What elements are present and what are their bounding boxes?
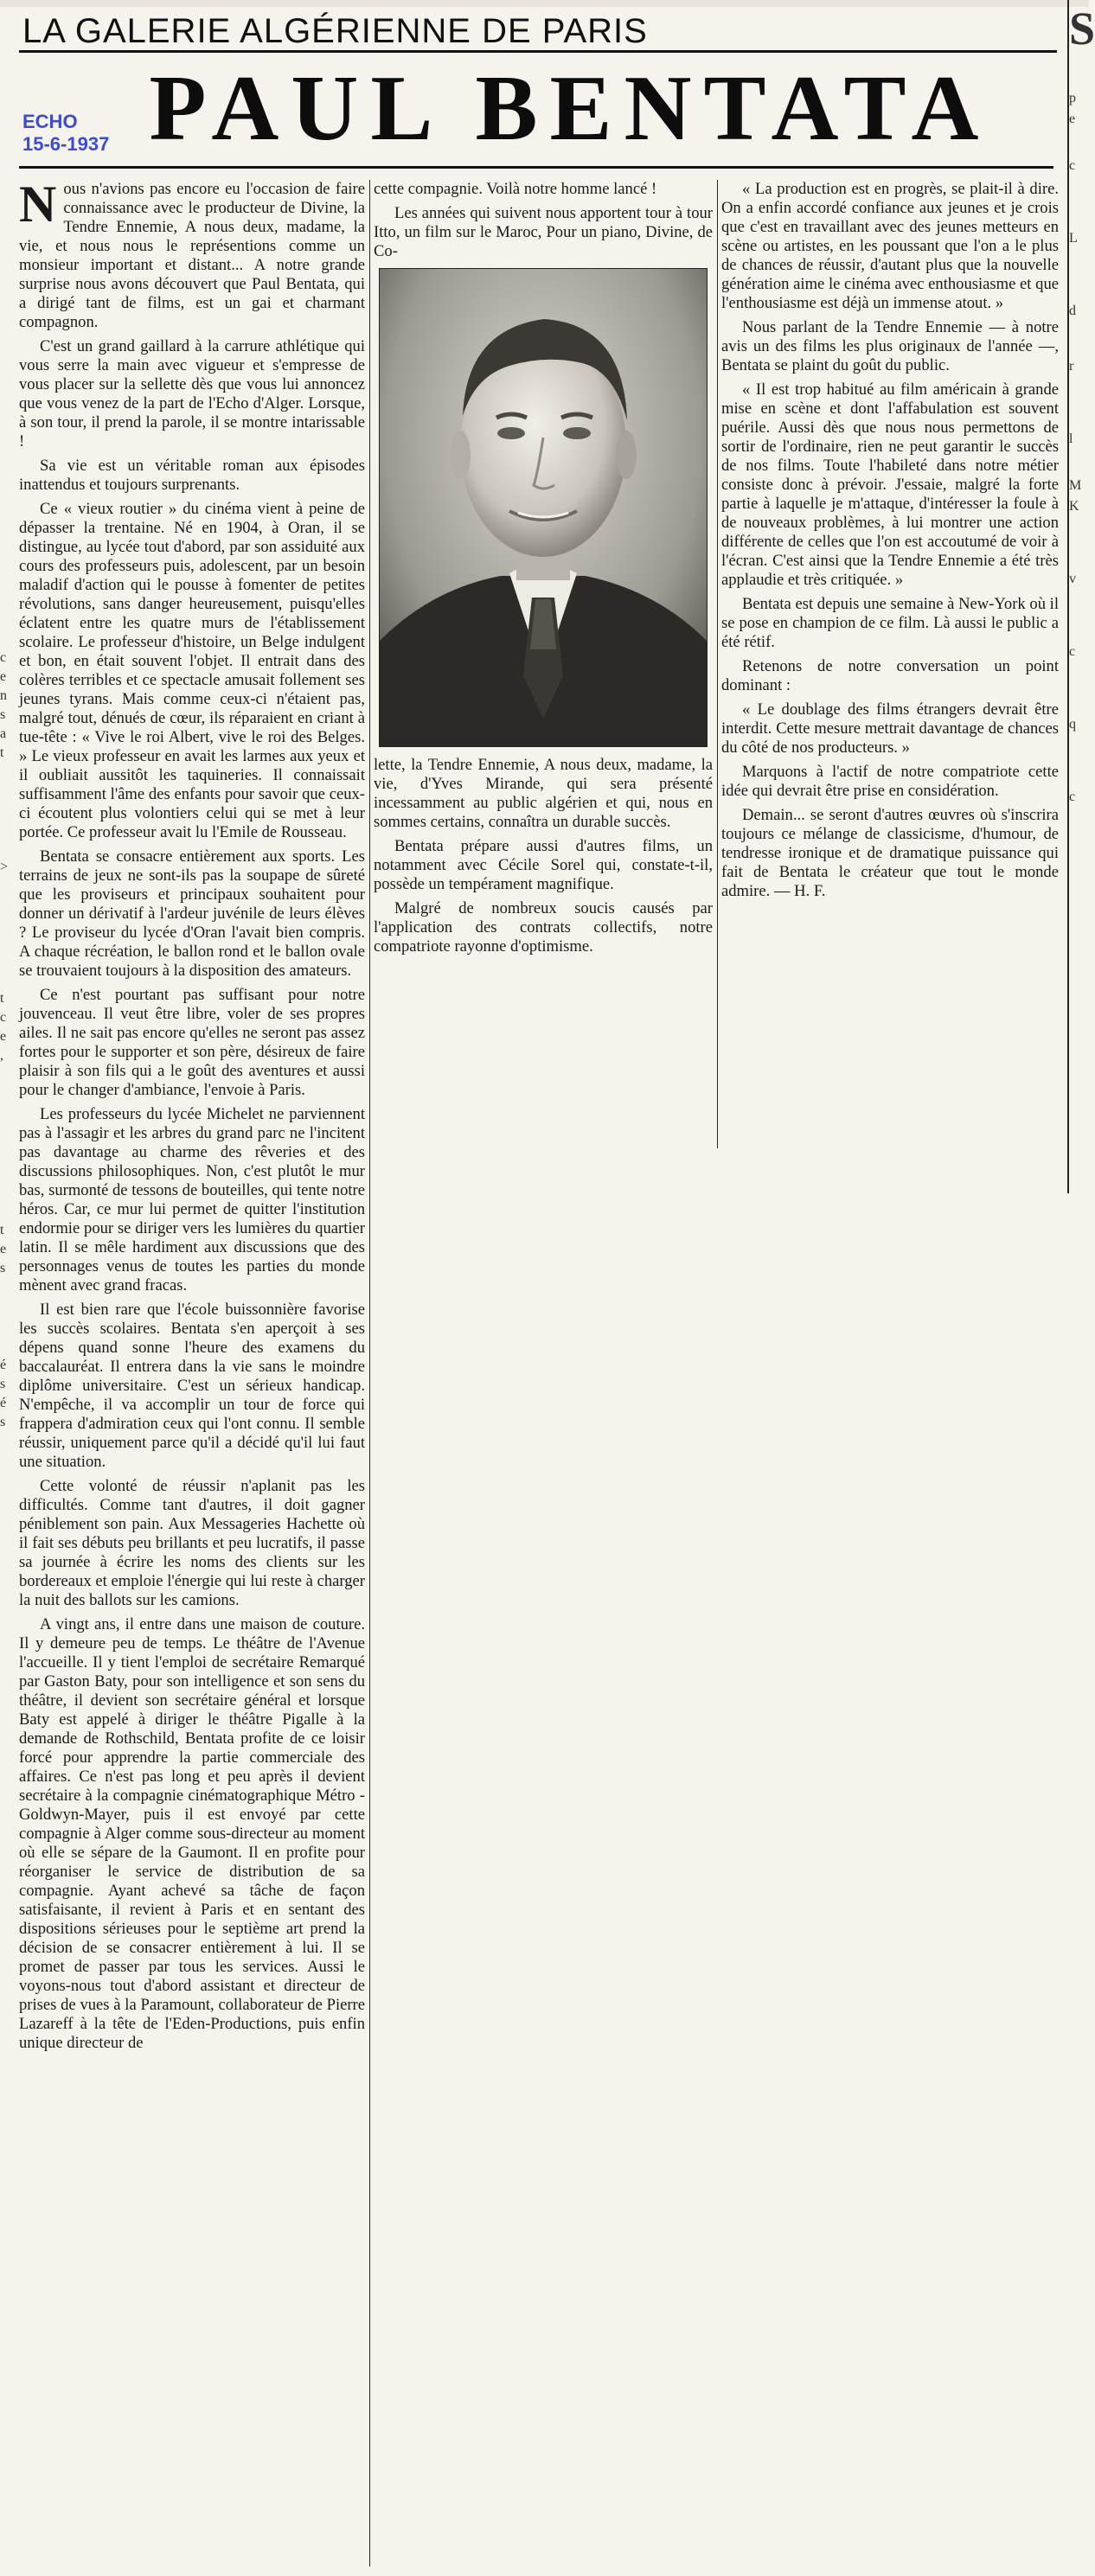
paragraph: Bentata est depuis une semaine à New-York où il se pose en champion de ce film. Là aussi le public a été rétif. [721, 595, 1059, 651]
paragraph: Marquons à l'actif de notre compatriote cette idée qui devrait être prise en considération. [721, 763, 1059, 800]
paragraph: « Il est trop habitué au film américain à grande mise en scène et dont l'affabulation est souvent puérile. Aussi dès que nous nous permettons de sortir de l'ordinaire, rien ne peut garantir le succès de nos films. Toute l'habileté dans notre métier consiste donc à prévoir. J'essaie, malgré la forte partie à laquelle je m'attaque, d'intéresser la foule à de nouveaux problèmes, à lui montrer une action différente de celles que l'on est accoutumé de voir à l'écran. C'est ainsi que la Tendre Ennemie a été très applaudie et très critiquée. » [721, 380, 1059, 589]
portrait-photo [379, 268, 708, 747]
paragraph: Malgré de nombreux soucis causés par l'application des contrats collectifs, notre compatriote rayonne d'optimisme. [374, 899, 713, 956]
top-cut-strip [0, 0, 1089, 7]
archive-stamp [22, 111, 109, 156]
paragraph: Sa vie est un véritable roman aux épisodes inattendus et toujours surprenants. [19, 457, 365, 494]
paragraph: Les années qui suivent nous apportent tour à tour Itto, un film sur le Maroc, Pour un piano, Divine, de Co- [374, 204, 713, 260]
edge-fragment: c [0, 650, 7, 665]
paragraph: Cette volonté de réussir n'aplanit pas les difficultés. Comme tant d'autres, il doit gagner péniblement son pain. Aux Messageries Hachette où il fait ses débuts peu brillants et peu lucratifs, il passe sa journée à écrire les noms des clients sur les bordereaux et emploie l'énergie qui lui reste à charger la nuit des ballots sur les camions. [19, 1477, 365, 1609]
paragraph: lette, la Tendre Ennemie, A nous deux, madame, la vie, d'Yves Mirande, qui sera présenté incessamment au public algérien et qui, nous en sommes certains, connaîtra un durable succès. [374, 756, 713, 831]
edge-fragment: q [1069, 717, 1076, 732]
article-column-2 [374, 180, 713, 962]
edge-fragment: c [0, 1010, 7, 1025]
paragraph: Bentata prépare aussi d'autres films, un notamment avec Cécile Sorel qui, constate-t-il, possède un tempérament magnifique. [374, 837, 713, 893]
article-column-1 [19, 176, 365, 2058]
edge-fragment: s [0, 1415, 6, 1429]
headline-rule [19, 166, 1053, 169]
edge-fragment: s [0, 1377, 6, 1391]
drop-cap: N [19, 176, 57, 233]
edge-fragment: s [0, 1261, 6, 1275]
paragraph: Les professeurs du lycée Michelet ne parviennent pas à l'assagir et les arbres du grand parc ne l'incitent pas davantage au charme des rêveries et des discussions philosophiques. Non, c'est plutôt le mur bas, surmonté de tessons de bouteilles, qui tente notre héros. Car, ce mur lui permet de quitter l'institution endormie pour se diriger vers les lumières du quartier latin. Il se mêle hardiment aux discussions que des personnages venus de toutes les parties du monde mènent avec grand fracas. [19, 1105, 365, 1294]
edge-fragment: > [0, 860, 9, 874]
left-edge-fragments [0, 649, 12, 1729]
paragraph: A vingt ans, il entre dans une maison de couture. Il y demeure peu de temps. Le théâtre de l'Avenue l'accueille. Il y tient l'emploi de secrétaire Remarqué par Gaston Baty, pour son intelligence et son sens du théâtre, il devient son secrétaire général et lorsque Baty est appelé à diriger le théâtre Pigalle à la demande de Rothschild, Bentata profite de ce loisir forcé pour apprendre la partie commerciale des affaires. Ce n'est pas long et peu après il devient secrétaire à la compagnie cinématographique Métro - Goldwyn-Mayer, puis il est envoyé par cette compagnie à Alger comme sous-directeur au moment où elle se sépare de la Gaumont. Il en profite pour réorganiser le service de distribution de sa compagnie. Ayant achevé sa tâche de façon satisfaisante, il revient à Paris et en sentant des dispositions sérieuses pour le septième art prend la décision de se consacrer entièrement à lui. Il se promet de passer par tous les services. Aussi le voyons-nous tout d'abord assistant et directeur de prises de vues à la Paramount, collaborateur de Pierre Lazareff à la tête de l'Eden-Productions, puis enfin unique directeur de [19, 1615, 365, 2052]
edge-fragment: L [1069, 231, 1078, 246]
edge-fragment: t [0, 991, 4, 1006]
edge-fragment: e [0, 1242, 7, 1256]
edge-fragment: c [1069, 789, 1076, 804]
edge-fragment: , [0, 1048, 3, 1063]
edge-fragment: e [0, 669, 7, 684]
edge-fragment: t [0, 1223, 4, 1237]
article-column-3 [721, 180, 1059, 906]
edge-fragment: é [0, 1396, 7, 1410]
paragraph-text: ous n'avions pas encore eu l'occasion de faire connaissance avec le producteur de Divine, la Tendre Ennemie, A nous deux, madame, la vie, et nous nous le représentions comme un monsieur important et distant... A notre grande surprise nous avons découvert que Paul Bentata, qui a dirigé tant de films, est un gai et charmant compagnon. [19, 180, 365, 331]
section-header [19, 7, 1057, 53]
portrait-image [380, 269, 707, 746]
stamp-date: 15-6-1937 [22, 133, 110, 155]
edge-fragment: S [1069, 3, 1095, 54]
paragraph: Demain... se seront d'autres œuvres où s'inscrira toujours ce mélange de classicisme, d'humour, de tendresse ironique et de dramatique puissance qui fait de Bentata le créateur que tout le monde admire. — H. F. [721, 806, 1059, 900]
edge-fragment: e [0, 1029, 7, 1044]
paragraph: « Le doublage des films étrangers devrait être interdit. Cette mesure mettrait davantage de chances du côté de nos producteurs. » [721, 700, 1059, 757]
paragraph: C'est un grand gaillard à la carrure athlétique qui vous serre la main avec vigueur et s'empresse de vous placer sur la sellette dès que vous lui annoncez que vous venez de la part de l'Echo d'Alger. Lorsque, à son tour, il prend la parole, il se montre intarissable ! [19, 337, 365, 451]
headline: PAUL BENTATA [149, 57, 991, 160]
paragraph: « La production est en progrès, se plait-il à dire. On a enfin accordé confiance aux jeunes et je crois que c'est en travaillant avec des jeunes metteurs en scène ou artistes, en les poussant que l'on a le plus de chances de réussir, d'autant plus que la nouvelle génération aime le cinéma avec enthousiasme et que l'enthousiasme est déjà un immense atout. » [721, 180, 1059, 312]
edge-fragment: p [1069, 91, 1076, 105]
stamp-source: ECHO [22, 111, 78, 132]
edge-fragment: n [0, 688, 7, 703]
paragraph [19, 176, 365, 332]
column-rule [369, 180, 370, 2566]
edge-fragment: r [1069, 359, 1074, 374]
paragraph: Retenons de notre conversation un point dominant : [721, 657, 1059, 694]
edge-fragment: e [1069, 112, 1076, 126]
edge-fragment: é [0, 1358, 7, 1372]
edge-fragment: v [1069, 572, 1076, 586]
edge-fragment: l [1069, 431, 1073, 446]
right-edge-fragments [1069, 0, 1095, 1193]
edge-fragment: d [1069, 304, 1076, 318]
edge-fragment: K [1069, 499, 1079, 514]
edge-fragment: t [0, 745, 4, 760]
paragraph: Bentata se consacre entièrement aux sports. Les terrains de jeux ne sont-ils pas la soupape de sûreté que les proviseurs et principaux souhaitent pour donner un dérivatif à l'ardeur juvénile de leurs élèves ? Le proviseur du lycée d'Oran l'avait bien compris. A chaque récréation, le ballon rond et le ballon ovale se trouvaient toujours à la disposition des amateurs. [19, 847, 365, 980]
paragraph: Ce n'est pourtant pas suffisant pour notre jouvenceau. Il veut être libre, voler de ses propres ailes. Il ne sait pas encore qu'elles ne seront pas assez fortes pour le supporter et son père, désireux de faire plaisir à son fils qui a le goût des aventures et aussi pour le changer d'ambiance, l'envoie à Paris. [19, 986, 365, 1099]
edge-fragment: s [0, 707, 6, 722]
paragraph: Ce « vieux routier » du cinéma vient à peine de dépasser la trentaine. Né en 1904, à Oran, il se distingue, au lycée tout d'abord, par son assiduité aux cours des professeurs puis, adolescent, par un besoin maladif d'action qui le pousse à fomenter de petites révolutions, sans danger heureusement, puisqu'elles éclatent entre les quatre murs de l'établissement scolaire. Le professeur d'histoire, un Belge indulgent et bon, en était souvent l'objet. Il entrait dans des colères terribles et ce spectacle amusait follement ses jeunes tyrans. Mais comme ceux-ci n'étaient pas, malgré tout, dénués de cœur, ils réparaient en criant à tue-tête : « Vive le roi Albert, vive le roi des Belges. » Le vieux professeur en avait les larmes aux yeux et il oubliait aussitôt les taquineries. Il connaissait suffisamment l'âme des enfants pour savoir que ceux-ci écoutent plus volontiers celui qui se met à leur portée. Ce professeur avait lu l'Emile de Rousseau. [19, 500, 365, 841]
paragraph: cette compagnie. Voilà notre homme lancé ! [374, 180, 657, 198]
column-rule [717, 180, 718, 1148]
edge-fragment: c [1069, 644, 1076, 659]
edge-fragment: c [1069, 158, 1076, 173]
section-title: LA GALERIE ALGÉRIENNE DE PARIS [22, 12, 648, 50]
paragraph: Il est bien rare que l'école buissonnière favorise les succès scolaires. Bentata s'en aperçoit à ses dépens quand sonne l'heure des examens du baccalauréat. Il entrera dans la vie sans le moindre diplôme universitaire. C'est un sérieux handicap. N'empêche, il va accomplir un tour de force qui frappera d'admiration ceux qui l'ont connu. Il semble réussir, uniquement parce qu'il a décidé qu'il lui faut une situation. [19, 1301, 365, 1471]
paragraph: Nous parlant de la Tendre Ennemie — à notre avis un des films les plus originaux de l'année —, Bentata se plaint du goût du public. [721, 318, 1059, 374]
edge-fragment: a [0, 726, 7, 741]
edge-fragment: M [1069, 478, 1082, 493]
